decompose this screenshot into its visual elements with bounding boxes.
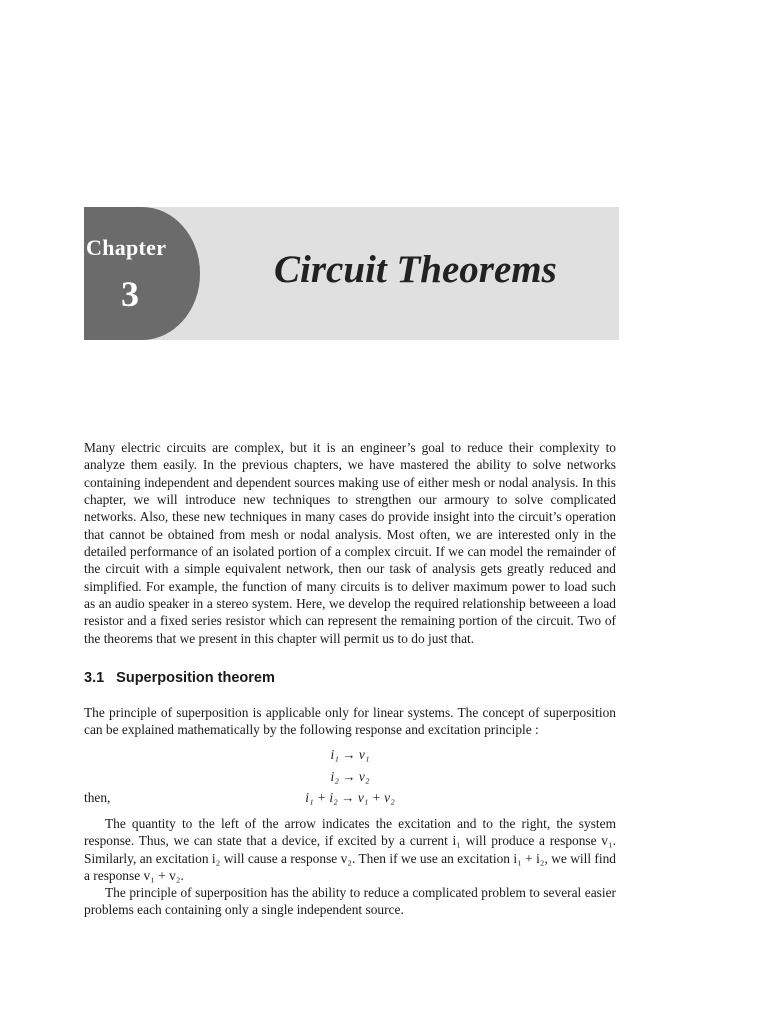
equation: i₂ → v₂	[330, 769, 370, 784]
body-paragraph: The principle of superposition has the ability to reduce a complicated problem to several easier problems each containing only a single independent source.	[84, 885, 616, 918]
section-number: 3.1	[84, 670, 105, 686]
chapter-banner	[84, 207, 619, 340]
chapter-number: 3	[121, 274, 139, 314]
body-paragraph: The principle of superposition is applicable only for linear systems. The concept of superposition can be explained mathematically by the following response and excitation principle :	[84, 705, 616, 738]
body-paragraph: The quantity to the left of the arrow indicates the excitation and to the right, the system response. Thus, we can state that a device, if excited by a current i₁ will produce a response v₁. Similarly, an excitation i₂ will cause a response v₂. Then if we use an excitation i₁ + i₂, we will find a response v₁ + v₂.	[84, 816, 616, 884]
equation: i₁ → v₁	[330, 747, 370, 762]
equation-lead: then,	[84, 790, 111, 805]
equation-line	[84, 747, 616, 765]
chapter-label: Chapter	[86, 235, 167, 260]
section-heading	[84, 670, 275, 686]
section-title: Superposition theorem	[116, 670, 275, 686]
chapter-title: Circuit Theorems	[274, 248, 557, 291]
equation-line	[84, 790, 616, 808]
intro-paragraph: Many electric circuits are complex, but it is an engineer’s goal to reduce their complexity to analyze them easily. In the previous chapters, we have mastered the ability to solve networks containing independent and dependent sources making use of either mesh or nodal analysis. In this chapter, we will introduce new techniques to strengthen our armoury to solve complicated networks. Also, these new techniques in many cases do provide insight into the circuit’s operation that cannot be obtained from mesh or nodal analysis. Most often, we are interested only in the detailed performance of an isolated portion of a complex circuit. If we can model the remainder of the circuit with a simple equivalent network, then our task of analysis gets greatly reduced and simplified. For example, the function of many circuits is to deliver maximum power to load such as an audio speaker in a stereo system. Here, we develop the required relationship betweeen a load resistor and a fixed series resistor which can represent the remaining portion of the circuit. Two of the theorems that we present in this chapter will permit us to do just that.	[84, 440, 616, 646]
equation-line	[84, 769, 616, 787]
chapter-tab	[84, 207, 200, 340]
equation: i₁ + i₂ → v₁ + v₂	[305, 790, 395, 805]
